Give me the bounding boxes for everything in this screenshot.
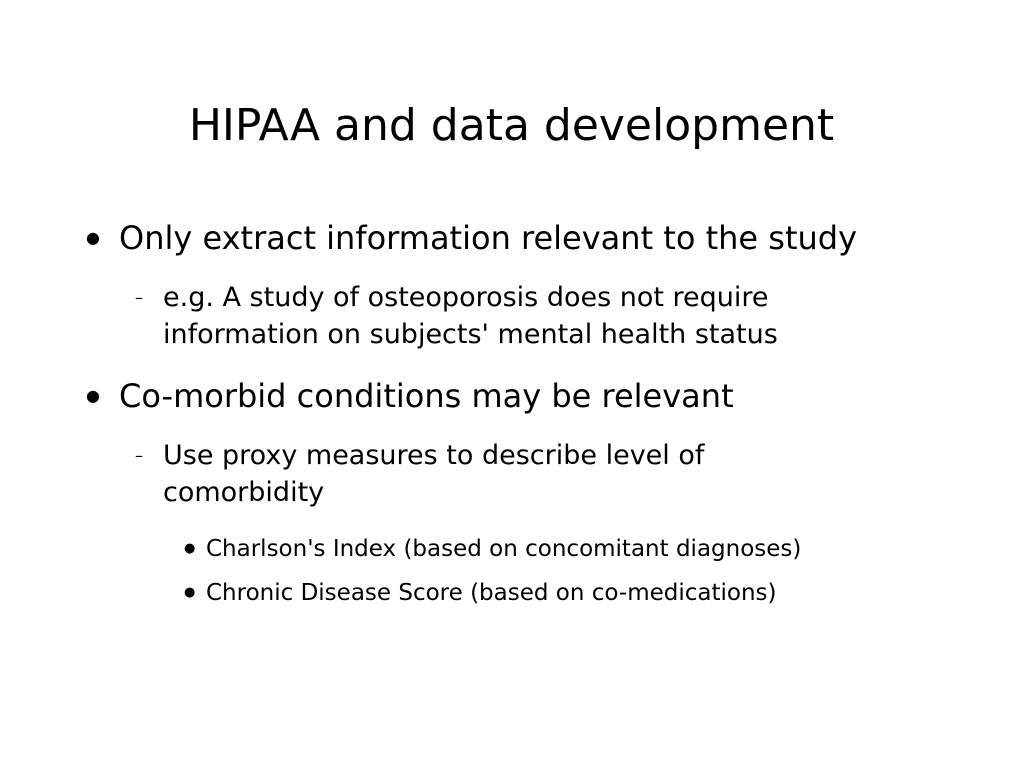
slide-title: HIPAA and data development (188, 100, 835, 151)
bullet-icon: ● (184, 541, 196, 556)
sub-item-2-line-2: comorbidity (163, 477, 325, 508)
sub-sub-item-1: Charlson's Index (based on concomitant diagnoses) (206, 536, 802, 562)
bullet-item-1: Only extract information relevant to the study (119, 219, 858, 257)
sub-item-1-line-2: information on subjects' mental health status (163, 319, 778, 350)
bullet-icon: ● (86, 228, 100, 247)
sub-sub-item-2: Chronic Disease Score (based on co-medications) (206, 580, 777, 606)
sub-item-2-line-1: Use proxy measures to describe level of (163, 440, 705, 471)
dash-icon: – (135, 288, 143, 307)
dash-icon: – (135, 446, 143, 465)
bullet-icon: ● (184, 585, 196, 600)
bullet-icon: ● (86, 386, 100, 405)
sub-item-1-line-1: e.g. A study of osteoporosis does not require (163, 282, 769, 313)
bullet-item-2: Co-morbid conditions may be relevant (119, 377, 734, 415)
